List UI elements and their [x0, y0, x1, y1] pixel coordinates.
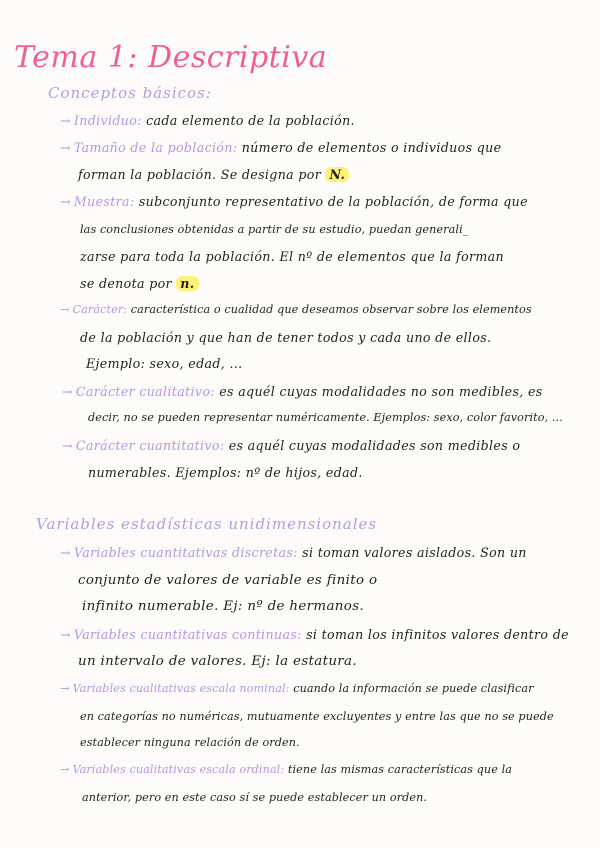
- term-label: Individuo:: [73, 113, 142, 128]
- arrow-icon: →: [60, 194, 71, 209]
- arrow-icon: →: [60, 545, 71, 560]
- highlighted-symbol: N.: [325, 167, 349, 182]
- arrow-icon: →: [62, 384, 73, 399]
- item-caracter-cuantitativo: [62, 438, 520, 453]
- term-label: Carácter cualitativo:: [75, 384, 215, 399]
- term-label: Tamaño de la población:: [73, 140, 238, 155]
- definition-line: decir, no se pueden representar numéricamente. Ejemplos: sexo, color favorito, ...: [88, 411, 563, 424]
- item-escala-ordinal: [60, 763, 512, 776]
- term-label: Muestra:: [73, 194, 135, 209]
- definition-line: anterior, pero en este caso sí se puede establecer un orden.: [82, 791, 428, 804]
- section-heading-variables: Variables estadísticas unidimensionales: [36, 515, 378, 533]
- definition-text: tiene las mismas características que la: [287, 763, 513, 776]
- term-label: Carácter cuantitativo:: [75, 438, 225, 453]
- item-escala-nominal: [60, 682, 534, 695]
- definition-line: [80, 276, 199, 291]
- item-caracter-cualitativo: [62, 384, 543, 399]
- arrow-icon: →: [60, 303, 70, 316]
- definition-text: se denota por: [80, 276, 172, 291]
- term-label: Variables cuantitativas continuas:: [73, 627, 302, 642]
- definition-line: las conclusiones obtenidas a partir de su estudio, puedan generali_: [80, 223, 469, 236]
- definition-text: número de elementos o individuos que: [241, 140, 502, 155]
- definition-text: si toman valores aislados. Son un: [302, 545, 527, 560]
- definition-line: Ejemplo: sexo, edad, ...: [86, 356, 243, 371]
- definition-line: infinito numerable. Ej: nº de hermanos.: [82, 599, 365, 614]
- definition-text: cada elemento de la población.: [146, 113, 355, 128]
- section-heading-basic-concepts: Conceptos básicos:: [48, 84, 212, 102]
- arrow-icon: →: [60, 627, 71, 642]
- term-label: Variables cuantitativas discretas:: [73, 545, 298, 560]
- definition-text: si toman los infinitos valores dentro de: [306, 627, 569, 642]
- item-muestra: [60, 194, 528, 209]
- definition-line: numerables. Ejemplos: nº de hijos, edad.: [88, 465, 363, 480]
- highlighted-symbol: n.: [176, 276, 198, 291]
- item-individuo: [60, 113, 355, 128]
- item-cuantitativas-discretas: [60, 545, 527, 560]
- definition-text: es aquél cuyas modalidades son medibles o: [228, 438, 521, 453]
- definition-text: forman la población. Se designa por: [78, 167, 322, 182]
- arrow-icon: →: [60, 140, 71, 155]
- definition-line: conjunto de valores de variable es finito o: [78, 573, 378, 588]
- definition-line: en categorías no numéricas, mutuamente excluyentes y entre las que no se puede: [80, 710, 554, 723]
- definition-text: cuando la información se puede clasificar: [293, 682, 534, 695]
- definition-text: subconjunto representativo de la población, de forma que: [138, 194, 528, 209]
- term-label: Carácter:: [72, 303, 128, 316]
- page-title: Tema 1: Descriptiva: [14, 40, 328, 75]
- item-tamano-poblacion: [60, 140, 501, 155]
- arrow-icon: →: [60, 763, 70, 776]
- definition-text: característica o cualidad que deseamos observar sobre los elementos: [130, 303, 532, 316]
- definition-text: es aquél cuyas modalidades no son medibles, es: [219, 384, 543, 399]
- definition-line: un intervalo de valores. Ej: la estatura.: [78, 654, 357, 669]
- item-caracter: [60, 303, 532, 316]
- term-label: Variables cualitativas escala nominal:: [72, 682, 290, 695]
- item-cuantitativas-continuas: [60, 627, 569, 642]
- arrow-icon: →: [60, 113, 71, 128]
- arrow-icon: →: [60, 682, 70, 695]
- arrow-icon: →: [62, 438, 73, 453]
- definition-line: de la población y que han de tener todos y cada uno de ellos.: [80, 330, 492, 345]
- definition-line: zarse para toda la población. El nº de elementos que la forman: [80, 249, 504, 264]
- definition-line: [78, 167, 349, 182]
- term-label: Variables cualitativas escala ordinal:: [72, 763, 285, 776]
- definition-line: establecer ninguna relación de orden.: [80, 736, 300, 749]
